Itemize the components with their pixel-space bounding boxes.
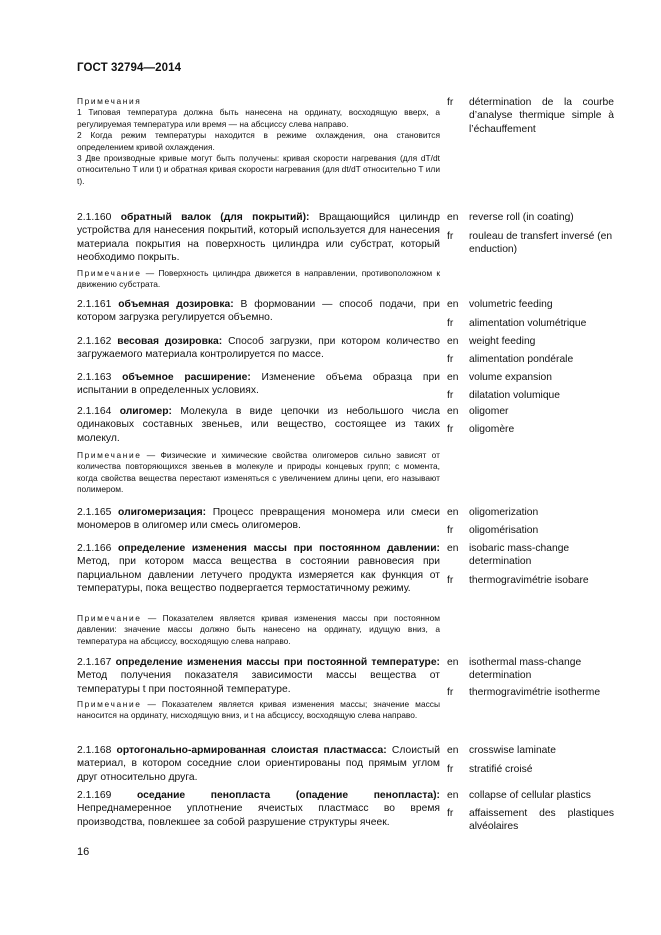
term-title: оседание пенопласта (опадение пенопласта): bbox=[137, 790, 440, 801]
lang-code-en: en bbox=[447, 299, 459, 310]
term-entry-2-1-165 bbox=[77, 506, 440, 533]
english-term: reverse roll (in coating) bbox=[469, 212, 574, 223]
note-item: 3 Две производные кривые могут быть получены: кривая скорости нагревания (для dT/dt относительно T или t) и обратная кривая скорости нагревания (для dt/dT относительно T или t). bbox=[77, 153, 440, 186]
term-title: объемная дозировка: bbox=[118, 299, 234, 310]
french-term: affaissement des plastiques alvéolaires bbox=[469, 808, 614, 833]
note-label: Примечание bbox=[77, 268, 142, 278]
english-term: collapse of cellular plastics bbox=[469, 790, 591, 801]
term-entry-2-1-168 bbox=[77, 744, 440, 784]
notes-title: Примечания bbox=[77, 96, 142, 106]
note-text: — Физические и химические свойства олигомеров сильно зависят от количества повторяющихся звеньев в молекуле и природы концевых групп; с момента, когда свойства вещества перестают изменяться с увеличением длины цепи, его называют полимером. bbox=[77, 450, 440, 495]
lang-code-en: en bbox=[447, 406, 459, 417]
french-term: thermogravimétrie isobare bbox=[469, 575, 589, 586]
term-title: обратный валок (для покрытий): bbox=[120, 212, 310, 223]
lang-code-en: en bbox=[447, 372, 459, 383]
lang-code-fr: fr bbox=[447, 318, 454, 329]
term-title: определение изменения массы при постоянной температуре: bbox=[115, 657, 440, 668]
term-definition: Метод, при котором масса вещества в состоянии равновесия при парциальном давлении летучего продукта измеряется как функция от температуры, пока вещество подвергается термостатичному режиму. bbox=[77, 556, 440, 595]
lang-code-fr: fr bbox=[447, 97, 454, 108]
term-number: 2.1.161 bbox=[77, 299, 112, 310]
term-entry-2-1-167 bbox=[77, 656, 440, 696]
term-entry-2-1-161 bbox=[77, 298, 440, 325]
term-number: 2.1.164 bbox=[77, 406, 112, 417]
term-note bbox=[77, 450, 440, 496]
note-text: — Показателем является кривая изменения массы; значение массы наносится на ординату, нисходящую вниз, и t на абсциссу, восходящую слева направо. bbox=[77, 699, 440, 721]
term-number: 2.1.165 bbox=[77, 507, 112, 518]
term-definition: Метод получения показателя зависимости массы вещества от температуры t при постоянной температуре. bbox=[77, 670, 440, 695]
french-term: rouleau de transfert inversé (en enduction) bbox=[469, 231, 613, 256]
term-entry-2-1-164 bbox=[77, 405, 440, 445]
english-term: isobaric mass-change determination bbox=[469, 543, 570, 568]
note-label: Примечание bbox=[77, 699, 142, 709]
note-item: 2 Когда режим температуры находится в режиме охлаждения, она становится определением кривой охлаждения. bbox=[77, 130, 440, 152]
term-definition: Молекула в виде цепочки из небольшого числа одинаковых составных звеньев, или вещество, состоящее из таких молекул. bbox=[77, 406, 440, 444]
french-term: dilatation volumique bbox=[469, 390, 561, 401]
note-item: 1 Типовая температура должна быть нанесена на ординату, восходящую вверх, а регулируемая температура или время — на абсциссу слева направо. bbox=[77, 107, 440, 129]
lang-code-en: en bbox=[447, 507, 459, 518]
note-label: Примечание bbox=[77, 450, 142, 460]
term-title: объемное расширение: bbox=[122, 372, 251, 383]
term-definition: Слоистый материал, в котором соседние слои ориентированы под прямым углом друг относительно друга. bbox=[77, 745, 440, 783]
term-definition: Процесс превращения мономера или смеси мономеров в олигомер или смесь олигомеров. bbox=[77, 507, 440, 532]
term-definition: В формовании — способ подачи, при котором загрузка регулируется объемно. bbox=[77, 299, 440, 324]
term-definition: Изменение объема образца при испытании в определенных условиях. bbox=[77, 372, 440, 397]
note-label: Примечание bbox=[77, 613, 142, 623]
term-entry-2-1-163 bbox=[77, 371, 440, 398]
term-entry-2-1-169 bbox=[77, 789, 440, 829]
french-term: alimentation pondérale bbox=[469, 354, 574, 365]
lang-code-en: en bbox=[447, 790, 459, 801]
top-notes bbox=[77, 96, 440, 187]
lang-code-en: en bbox=[447, 212, 459, 223]
term-note bbox=[77, 613, 440, 647]
lang-code-fr: fr bbox=[447, 764, 454, 775]
lang-code-fr: fr bbox=[447, 808, 454, 819]
term-number: 2.1.162 bbox=[77, 336, 112, 347]
note-text: — Показателем является кривая изменения массы при постоянном давлении: значение массы должно быть нанесено на ординату, идущую вниз, а температура на абсциссу, восходящую слева направо. bbox=[77, 613, 440, 646]
term-entry-2-1-162 bbox=[77, 335, 440, 362]
term-title: олигомеризация: bbox=[118, 507, 207, 518]
lang-code-fr: fr bbox=[447, 390, 454, 401]
english-term: oligomer bbox=[469, 406, 509, 417]
lang-code-en: en bbox=[447, 336, 459, 347]
french-term: oligomère bbox=[469, 424, 515, 435]
lang-code-fr: fr bbox=[447, 424, 454, 435]
document-header: ГОСТ 32794—2014 bbox=[77, 62, 182, 74]
english-term: volumetric feeding bbox=[469, 299, 553, 310]
term-title: ортогонально-армированная слоистая пластмасса: bbox=[116, 745, 387, 756]
term-number: 2.1.168 bbox=[77, 745, 112, 756]
term-entry-2-1-160 bbox=[77, 211, 440, 265]
french-term: stratifié croisé bbox=[469, 764, 533, 775]
lang-code-en: en bbox=[447, 745, 459, 756]
page-number: 16 bbox=[77, 846, 90, 858]
lang-code-en: en bbox=[447, 657, 459, 668]
lang-code-fr: fr bbox=[447, 354, 454, 365]
french-term: alimentation volumétrique bbox=[469, 318, 587, 329]
term-title: олигомер: bbox=[119, 406, 172, 417]
term-note bbox=[77, 699, 440, 722]
lang-code-fr: fr bbox=[447, 575, 454, 586]
french-term: détermination de la courbe d’analyse thermique simple à l’échauffement bbox=[469, 97, 614, 135]
lang-code-en: en bbox=[447, 543, 459, 554]
term-number: 2.1.169 bbox=[77, 790, 112, 801]
term-note bbox=[77, 268, 440, 291]
term-title: весовая дозировка: bbox=[117, 336, 223, 347]
lang-code-fr: fr bbox=[447, 231, 454, 242]
lang-code-fr: fr bbox=[447, 687, 454, 698]
term-definition: Способ загрузки, при котором количество загружаемого материала контролируется по массе. bbox=[77, 336, 440, 361]
english-term: weight feeding bbox=[469, 336, 536, 347]
term-number: 2.1.160 bbox=[77, 212, 112, 223]
french-term: thermogravimétrie isotherme bbox=[469, 687, 601, 698]
term-number: 2.1.166 bbox=[77, 543, 112, 554]
english-term: isothermal mass-change determination bbox=[469, 657, 582, 682]
term-definition: Непреднамеренное уплотнение ячеистых пластмасс во время производства, повлекшее за собой разрушение структуры ячеек. bbox=[77, 803, 440, 828]
lang-code-fr: fr bbox=[447, 525, 454, 536]
english-term: oligomerization bbox=[469, 507, 539, 518]
term-title: определение изменения массы при постоянном давлении: bbox=[118, 543, 440, 554]
english-term: crosswise laminate bbox=[469, 745, 556, 756]
term-entry-2-1-166 bbox=[77, 542, 440, 596]
english-term: volume expansion bbox=[469, 372, 552, 383]
term-number: 2.1.167 bbox=[77, 657, 112, 668]
french-term: oligomérisation bbox=[469, 525, 539, 536]
term-number: 2.1.163 bbox=[77, 372, 112, 383]
term-definition: Вращающийся цилиндр устройства для нанесения покрытий, который используется для нанесения материала покрытия на поверхность цилиндра или субстрат, который необходимо покрыть. bbox=[77, 212, 440, 264]
note-text: — Поверхность цилиндра движется в направлении, противоположном к движению субстрата. bbox=[77, 268, 440, 290]
